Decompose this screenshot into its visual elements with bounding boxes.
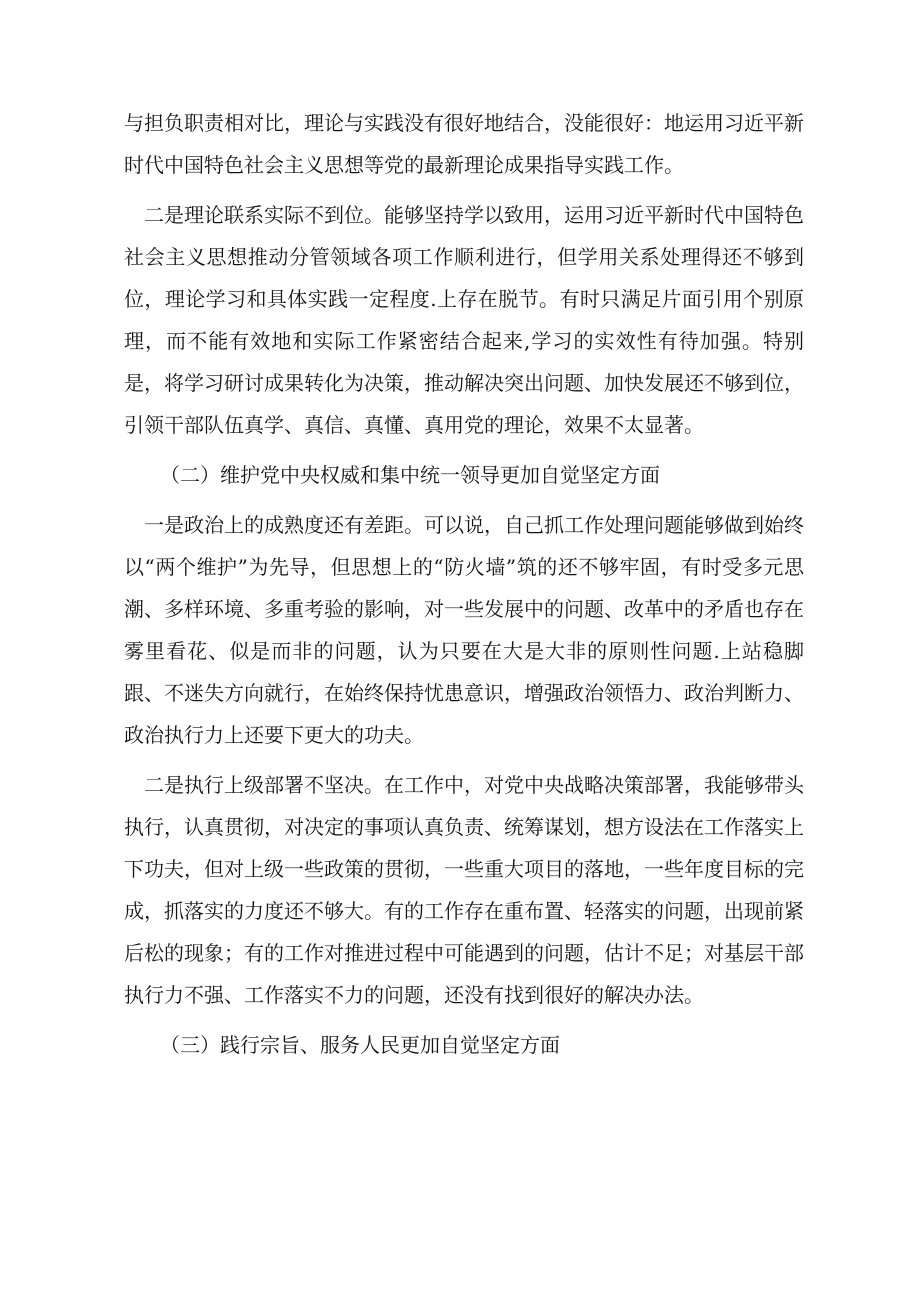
document-body [124,102,804,1074]
paragraph-2: 二是理论联系实际不到位。能够坚持学以致用，运用习近平新时代中国特色社会主义思想推动分管领域各项工作顺利进行，但学用关系处理得还不够到位，理论学习和具体实践一定程度.上存在脱节。有时只满足片面引用个别原理，而不能有效地和实际工作紧密结合起来,学习的实效性有待加强。特别是，将学习研讨成果转化为决策，推动解决突出问题、加快发展还不够到位，引领干部队伍真学、真信、真懂、真用党的理论，效果不太显著。 [124,203,804,437]
paragraph-1: 与担负职责相对比，理论与实践没有很好地结合，没能很好：地运用习近平新时代中国特色社会主义思想等党的最新理论成果指导实践工作。 [124,111,804,177]
section-heading-3: （三）践行宗旨、服务人民更加自觉坚定方面 [160,1033,560,1057]
paragraph-4: 二是执行上级部署不坚决。在工作中，对党中央战略决策部署，我能够带头执行，认真贯彻，对决定的事项认真负责、统筹谋划，想方设法在工作落实上下功夫，但对上级一些政策的贯彻，一些重大项目的落地，一些年度目标的完成，抓落实的力度还不够大。有的工作存在重布置、轻落实的问题，出现前紧后松的现象；有的工作对推进过程中可能遇到的问题，估计不足；对基层干部执行力不强、工作落实不力的问题，还没有找到很好的解决办法。 [124,773,804,1007]
paragraph-3: 一是政治上的成熟度还有差距。可以说，自己抓工作处理问题能够做到始终以“两个维护”为先导，但思想上的“防火墙”筑的还不够牢固，有时受多元思潮、多样环境、多重考验的影响，对一些发展中的问题、改革中的矛盾也存在雾里看花、似是而非的问题，认为只要在大是大非的原则性问题.上站稳脚跟、不迷失方向就行，在始终保持忧患意识，增强政治领悟力、政治判断力、政治执行力上还要下更大的功夫。 [124,513,804,747]
section-heading-2: （二）维护党中央权威和集中统一领导更加自觉坚定方面 [160,463,660,487]
